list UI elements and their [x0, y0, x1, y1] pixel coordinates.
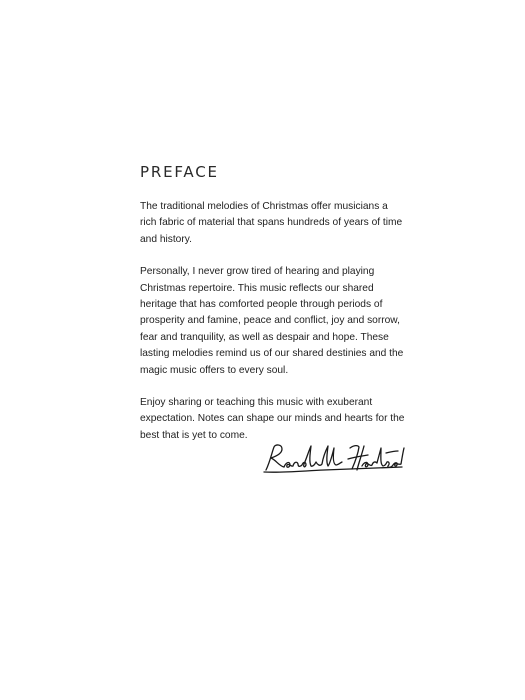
preface-title: PREFACE: [140, 163, 219, 181]
preface-section: [140, 162, 405, 444]
preface-paragraph-3: Enjoy sharing or teaching this music with exuberant expectation. Notes can shape our minds and hearts for the best that is yet to come.: [140, 397, 405, 441]
preface-paragraph-2: Personally, I never grow tired of hearing and playing Christmas repertoire. This music reflects our shared heritage that has comforted people through periods of prosperity and famine, peace and conflict, joy and sorrow, fear and tranquility, as well as despair and hope. These lasting melodies remind us of our shared destinies and the magic music offers to every soul.: [140, 266, 404, 376]
preface-paragraph-1: The traditional melodies of Christmas offer musicians a rich fabric of material that spans hundreds of years of time and history.: [140, 201, 403, 245]
author-signature: [262, 440, 407, 480]
